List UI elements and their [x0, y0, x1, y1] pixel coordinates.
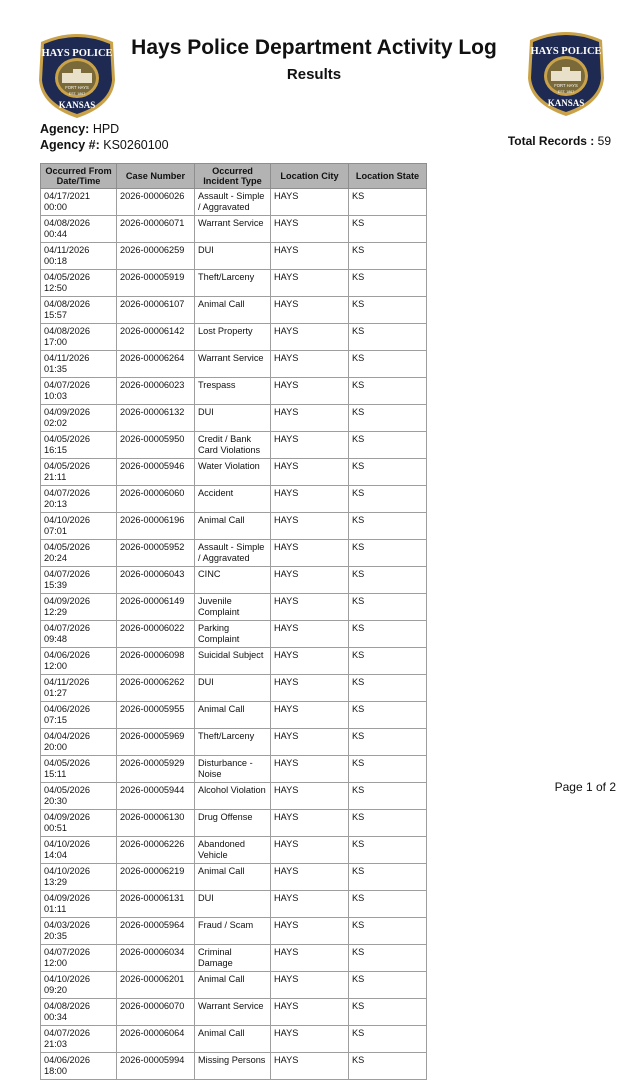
table-row: [41, 216, 427, 243]
cell-location-city: HAYS: [271, 837, 349, 864]
cell-location-city: HAYS: [271, 1026, 349, 1053]
cell-case-number: 2026-00006107: [117, 297, 195, 324]
table-row: [41, 729, 427, 756]
table-row: [41, 621, 427, 648]
cell-location-city: HAYS: [271, 594, 349, 621]
cell-location-city: HAYS: [271, 486, 349, 513]
total-records-label: Total Records :: [507, 134, 595, 148]
table-row: [41, 378, 427, 405]
activity-log-table: [40, 163, 427, 1080]
table-row: [41, 513, 427, 540]
cell-location-city: HAYS: [271, 540, 349, 567]
cell-location-city: HAYS: [271, 891, 349, 918]
cell-incident-type: DUI: [195, 243, 271, 270]
cell-location-city: HAYS: [271, 567, 349, 594]
cell-incident-type: Alcohol Violation: [195, 783, 271, 810]
cell-location-state: KS: [349, 324, 427, 351]
cell-incident-type: DUI: [195, 405, 271, 432]
cell-location-state: KS: [349, 513, 427, 540]
cell-location-state: KS: [349, 432, 427, 459]
table-row: [41, 999, 427, 1026]
badge-right-banner: FORT HAYS: [554, 83, 578, 88]
cell-incident-type: Animal Call: [195, 513, 271, 540]
cell-location-city: HAYS: [271, 621, 349, 648]
cell-location-city: HAYS: [271, 270, 349, 297]
cell-location-state: KS: [349, 783, 427, 810]
cell-case-number: 2026-00006060: [117, 486, 195, 513]
cell-location-city: HAYS: [271, 405, 349, 432]
cell-case-number: 2026-00006226: [117, 837, 195, 864]
cell-occurred-from: 04/07/2026 21:03: [41, 1026, 117, 1053]
cell-location-state: KS: [349, 405, 427, 432]
cell-location-city: HAYS: [271, 756, 349, 783]
cell-case-number: 2026-00006023: [117, 378, 195, 405]
cell-case-number: 2026-00006098: [117, 648, 195, 675]
agency-number-label: Agency #:: [40, 138, 100, 152]
table-row: [41, 891, 427, 918]
cell-case-number: 2026-00005952: [117, 540, 195, 567]
cell-occurred-from: 04/05/2026 16:15: [41, 432, 117, 459]
cell-case-number: 2026-00005944: [117, 783, 195, 810]
cell-occurred-from: 04/06/2026 07:15: [41, 702, 117, 729]
cell-location-city: HAYS: [271, 432, 349, 459]
cell-incident-type: Warrant Service: [195, 999, 271, 1026]
cell-incident-type: Disturbance - Noise: [195, 756, 271, 783]
badge-left-bottom-text: KANSAS: [58, 100, 96, 110]
cell-occurred-from: 04/07/2026 20:13: [41, 486, 117, 513]
cell-case-number: 2026-00005950: [117, 432, 195, 459]
cell-incident-type: Credit / Bank Card Violations: [195, 432, 271, 459]
table-row: [41, 270, 427, 297]
cell-case-number: 2026-00006149: [117, 594, 195, 621]
cell-location-city: HAYS: [271, 459, 349, 486]
cell-location-state: KS: [349, 891, 427, 918]
cell-case-number: 2026-00006070: [117, 999, 195, 1026]
cell-location-state: KS: [349, 297, 427, 324]
cell-occurred-from: 04/10/2026 09:20: [41, 972, 117, 999]
cell-occurred-from: 04/09/2026 01:11: [41, 891, 117, 918]
table-row: [41, 432, 427, 459]
cell-case-number: 2026-00005969: [117, 729, 195, 756]
badge-left-year: EST. 1867: [68, 92, 86, 96]
cell-location-state: KS: [349, 216, 427, 243]
cell-occurred-from: 04/07/2026 09:48: [41, 621, 117, 648]
cell-incident-type: Assault - Simple / Aggravated: [195, 189, 271, 216]
table-row: [41, 918, 427, 945]
cell-incident-type: Assault - Simple / Aggravated: [195, 540, 271, 567]
cell-occurred-from: 04/08/2026 00:44: [41, 216, 117, 243]
cell-location-state: KS: [349, 675, 427, 702]
cell-location-state: KS: [349, 999, 427, 1026]
cell-occurred-from: 04/03/2026 20:35: [41, 918, 117, 945]
cell-location-city: HAYS: [271, 243, 349, 270]
cell-case-number: 2026-00006132: [117, 405, 195, 432]
cell-location-city: HAYS: [271, 513, 349, 540]
cell-case-number: 2026-00006262: [117, 675, 195, 702]
cell-location-state: KS: [349, 243, 427, 270]
cell-incident-type: Accident: [195, 486, 271, 513]
cell-incident-type: Trespass: [195, 378, 271, 405]
cell-location-state: KS: [349, 270, 427, 297]
cell-incident-type: CINC: [195, 567, 271, 594]
badge-right-top-text: HAYS POLICE: [530, 46, 602, 57]
table-row: [41, 702, 427, 729]
cell-occurred-from: 04/05/2026 20:24: [41, 540, 117, 567]
cell-location-state: KS: [349, 459, 427, 486]
cell-case-number: 2026-00006043: [117, 567, 195, 594]
cell-occurred-from: 04/05/2026 15:11: [41, 756, 117, 783]
cell-incident-type: Criminal Damage: [195, 945, 271, 972]
cell-occurred-from: 04/09/2026 02:02: [41, 405, 117, 432]
cell-case-number: 2026-00006196: [117, 513, 195, 540]
cell-case-number: 2026-00006064: [117, 1026, 195, 1053]
cell-location-city: HAYS: [271, 189, 349, 216]
cell-occurred-from: 04/11/2026 01:35: [41, 351, 117, 378]
cell-location-city: HAYS: [271, 918, 349, 945]
cell-location-city: HAYS: [271, 945, 349, 972]
cell-location-city: HAYS: [271, 378, 349, 405]
cell-location-city: HAYS: [271, 972, 349, 999]
cell-occurred-from: 04/09/2026 12:29: [41, 594, 117, 621]
cell-occurred-from: 04/10/2026 14:04: [41, 837, 117, 864]
cell-case-number: 2026-00006219: [117, 864, 195, 891]
cell-occurred-from: 04/05/2026 21:11: [41, 459, 117, 486]
cell-location-state: KS: [349, 189, 427, 216]
table-row: [41, 486, 427, 513]
cell-location-state: KS: [349, 594, 427, 621]
cell-case-number: 2026-00006259: [117, 243, 195, 270]
table-row: [41, 189, 427, 216]
cell-case-number: 2026-00006026: [117, 189, 195, 216]
badge-left-top-text: HAYS POLICE: [41, 48, 113, 59]
cell-location-state: KS: [349, 810, 427, 837]
table-row: [41, 594, 427, 621]
cell-occurred-from: 04/07/2026 10:03: [41, 378, 117, 405]
cell-occurred-from: 04/05/2026 12:50: [41, 270, 117, 297]
cell-location-city: HAYS: [271, 351, 349, 378]
cell-case-number: 2026-00006264: [117, 351, 195, 378]
cell-case-number: 2026-00006142: [117, 324, 195, 351]
cell-incident-type: Abandoned Vehicle: [195, 837, 271, 864]
cell-occurred-from: 04/06/2026 18:00: [41, 1053, 117, 1080]
cell-location-state: KS: [349, 918, 427, 945]
cell-case-number: 2026-00005994: [117, 1053, 195, 1080]
table-row: [41, 324, 427, 351]
cell-incident-type: Parking Complaint: [195, 621, 271, 648]
cell-incident-type: Warrant Service: [195, 351, 271, 378]
table-row: [41, 297, 427, 324]
cell-incident-type: Fraud / Scam: [195, 918, 271, 945]
cell-occurred-from: 04/08/2026 17:00: [41, 324, 117, 351]
cell-case-number: 2026-00006071: [117, 216, 195, 243]
cell-occurred-from: 04/07/2026 15:39: [41, 567, 117, 594]
page-subtitle: Results: [286, 66, 342, 83]
cell-incident-type: Drug Offense: [195, 810, 271, 837]
table-row: [41, 405, 427, 432]
cell-incident-type: Juvenile Complaint: [195, 594, 271, 621]
table-row: [41, 972, 427, 999]
table-row: [41, 459, 427, 486]
column-header-occurred-from: Occurred From Date/Time: [41, 164, 117, 189]
cell-location-state: KS: [349, 351, 427, 378]
badge-right-year: EST. 1867: [557, 90, 575, 94]
column-header-case-number: Case Number: [117, 164, 195, 189]
cell-incident-type: Lost Property: [195, 324, 271, 351]
agency-number-value: KS0260100: [103, 138, 169, 152]
table-row: [41, 1053, 427, 1080]
cell-incident-type: Animal Call: [195, 864, 271, 891]
cell-location-city: HAYS: [271, 783, 349, 810]
cell-location-city: HAYS: [271, 810, 349, 837]
cell-location-city: HAYS: [271, 1053, 349, 1080]
agency-label: Agency:: [40, 122, 90, 136]
cell-location-state: KS: [349, 1026, 427, 1053]
table-row: [41, 243, 427, 270]
cell-occurred-from: 04/07/2026 12:00: [41, 945, 117, 972]
table-body: [41, 189, 427, 1080]
cell-location-state: KS: [349, 540, 427, 567]
cell-case-number: 2026-00006131: [117, 891, 195, 918]
cell-case-number: 2026-00006022: [117, 621, 195, 648]
table-row: [41, 864, 427, 891]
cell-location-city: HAYS: [271, 702, 349, 729]
cell-location-state: KS: [349, 378, 427, 405]
table-row: [41, 648, 427, 675]
table-row: [41, 567, 427, 594]
cell-incident-type: Animal Call: [195, 702, 271, 729]
total-records: [508, 134, 611, 148]
column-header-location-city: Location City: [271, 164, 349, 189]
badge-right-bottom-text: KANSAS: [547, 98, 585, 108]
cell-incident-type: Suicidal Subject: [195, 648, 271, 675]
cell-location-state: KS: [349, 1053, 427, 1080]
cell-case-number: 2026-00005929: [117, 756, 195, 783]
cell-case-number: 2026-00006201: [117, 972, 195, 999]
cell-location-state: KS: [349, 702, 427, 729]
agency-info: [40, 121, 169, 153]
cell-location-state: KS: [349, 756, 427, 783]
table-row: [41, 351, 427, 378]
cell-incident-type: Animal Call: [195, 297, 271, 324]
cell-occurred-from: 04/06/2026 12:00: [41, 648, 117, 675]
cell-location-city: HAYS: [271, 864, 349, 891]
cell-incident-type: Missing Persons: [195, 1053, 271, 1080]
cell-occurred-from: 04/09/2026 00:51: [41, 810, 117, 837]
cell-location-state: KS: [349, 648, 427, 675]
cell-occurred-from: 04/08/2026 00:34: [41, 999, 117, 1026]
cell-incident-type: Water Violation: [195, 459, 271, 486]
cell-location-city: HAYS: [271, 216, 349, 243]
cell-incident-type: Warrant Service: [195, 216, 271, 243]
table-row: [41, 675, 427, 702]
cell-case-number: 2026-00005919: [117, 270, 195, 297]
table-row: [41, 837, 427, 864]
cell-location-state: KS: [349, 729, 427, 756]
cell-occurred-from: 04/08/2026 15:57: [41, 297, 117, 324]
cell-location-city: HAYS: [271, 648, 349, 675]
cell-occurred-from: 04/10/2026 07:01: [41, 513, 117, 540]
cell-incident-type: Theft/Larceny: [195, 729, 271, 756]
table-header-row: [41, 164, 427, 189]
cell-location-state: KS: [349, 837, 427, 864]
cell-location-city: HAYS: [271, 999, 349, 1026]
agency-value: HPD: [92, 122, 120, 136]
table-row: [41, 540, 427, 567]
cell-location-state: KS: [349, 567, 427, 594]
cell-location-state: KS: [349, 864, 427, 891]
page-title: Hays Police Department Activity Log: [131, 36, 497, 59]
cell-incident-type: Animal Call: [195, 972, 271, 999]
cell-incident-type: Animal Call: [195, 1026, 271, 1053]
page-number: Page 1 of 2: [554, 780, 616, 794]
cell-case-number: 2026-00005964: [117, 918, 195, 945]
cell-occurred-from: 04/04/2026 20:00: [41, 729, 117, 756]
cell-location-state: KS: [349, 486, 427, 513]
cell-location-state: KS: [349, 621, 427, 648]
table-row: [41, 1026, 427, 1053]
cell-case-number: 2026-00005946: [117, 459, 195, 486]
total-records-value: 59: [597, 134, 611, 148]
cell-location-city: HAYS: [271, 297, 349, 324]
cell-case-number: 2026-00006034: [117, 945, 195, 972]
cell-incident-type: DUI: [195, 891, 271, 918]
cell-occurred-from: 04/11/2026 00:18: [41, 243, 117, 270]
cell-occurred-from: 04/17/2021 00:00: [41, 189, 117, 216]
column-header-incident-type: Occurred Incident Type: [195, 164, 271, 189]
cell-location-state: KS: [349, 972, 427, 999]
cell-occurred-from: 04/11/2026 01:27: [41, 675, 117, 702]
table-row: [41, 945, 427, 972]
badge-left-banner: FORT HAYS: [65, 85, 89, 90]
cell-location-city: HAYS: [271, 324, 349, 351]
cell-incident-type: Theft/Larceny: [195, 270, 271, 297]
cell-case-number: 2026-00005955: [117, 702, 195, 729]
cell-location-state: KS: [349, 945, 427, 972]
table-row: [41, 783, 427, 810]
column-header-location-state: Location State: [349, 164, 427, 189]
cell-location-city: HAYS: [271, 675, 349, 702]
cell-location-city: HAYS: [271, 729, 349, 756]
cell-case-number: 2026-00006130: [117, 810, 195, 837]
cell-occurred-from: 04/05/2026 20:30: [41, 783, 117, 810]
table-row: [41, 756, 427, 783]
cell-occurred-from: 04/10/2026 13:29: [41, 864, 117, 891]
table-row: [41, 810, 427, 837]
cell-incident-type: DUI: [195, 675, 271, 702]
